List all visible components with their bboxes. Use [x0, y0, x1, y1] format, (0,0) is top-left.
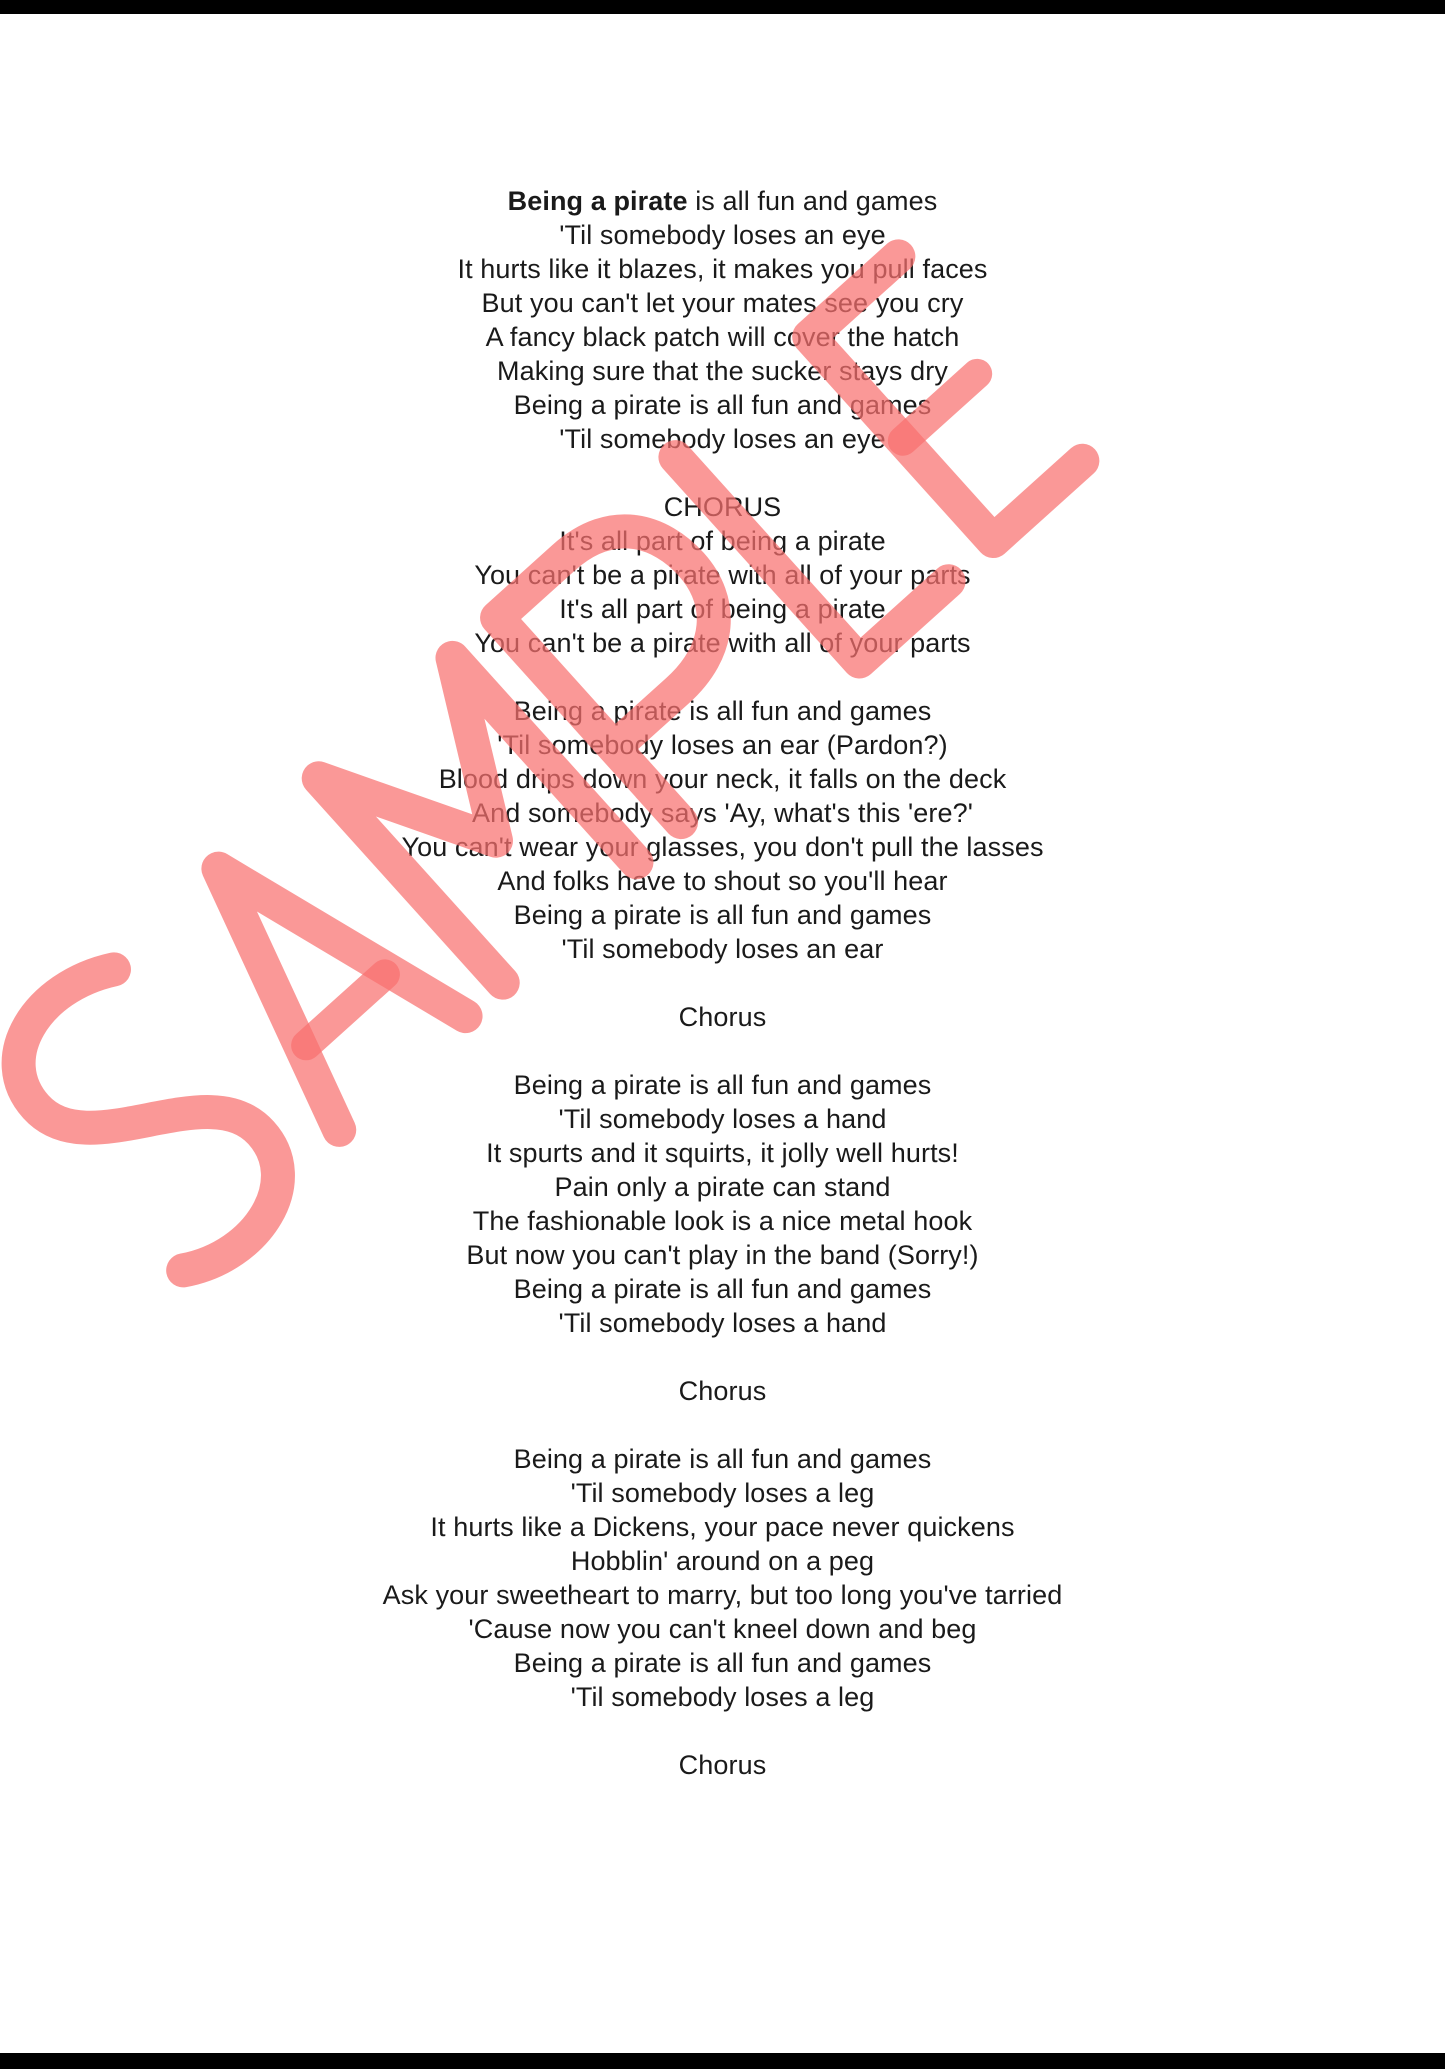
lyric-bold-prefix: Being a pirate: [507, 186, 688, 216]
lyric-line: It's all part of being a pirate: [559, 594, 886, 624]
lyric-line: [0, 184, 1445, 218]
viewer-bottom-bar: [0, 2053, 1445, 2069]
lyric-line: And folks have to shout so you'll hear: [497, 866, 948, 896]
chorus-reference: Chorus: [678, 1750, 767, 1780]
lyric-line: A fancy black patch will cover the hatch: [485, 322, 960, 352]
lyric-line: And somebody says 'Ay, what's this 'ere?': [472, 798, 973, 828]
lyric-line: Hobblin' around on a peg: [570, 1546, 875, 1576]
lyric-line: 'Til somebody loses a leg: [570, 1682, 875, 1712]
lyric-line: 'Til somebody loses a hand: [558, 1104, 887, 1134]
lyric-line-rest: is all fun and games: [687, 186, 938, 216]
lyric-line: Being a pirate is all fun and games: [513, 696, 932, 726]
lyric-line: 'Til somebody loses an eye: [559, 424, 886, 454]
lyric-line: It spurts and it squirts, it jolly well hurts!: [486, 1138, 959, 1168]
lyric-line: You can't be a pirate with all of your parts: [474, 560, 971, 590]
lyric-line: Being a pirate is all fun and games: [513, 900, 932, 930]
lyric-line: 'Til somebody loses an eye: [559, 220, 886, 250]
stanza-verse-4: [0, 1442, 1445, 1714]
lyrics-content: [0, 14, 1445, 1816]
stanza-verse-3: [0, 1068, 1445, 1340]
lyric-line: 'Cause now you can't kneel down and beg: [468, 1614, 977, 1644]
stanza-chorus-ref-3: [0, 1748, 1445, 1782]
stanza-verse-1: [0, 184, 1445, 456]
lyric-line: 'Til somebody loses a leg: [570, 1478, 875, 1508]
lyric-line: You can't wear your glasses, you don't pull the lasses: [401, 832, 1044, 862]
lyric-line: 'Til somebody loses a hand: [558, 1308, 887, 1338]
chorus-reference: Chorus: [678, 1376, 767, 1406]
lyric-line: But now you can't play in the band (Sorry!): [466, 1240, 979, 1270]
stanza-verse-2: [0, 694, 1445, 966]
lyric-line: Being a pirate is all fun and games: [513, 1274, 932, 1304]
chorus-heading: CHORUS: [663, 492, 782, 522]
lyric-line: The fashionable look is a nice metal hook: [472, 1206, 973, 1236]
viewer-top-bar: [0, 0, 1445, 14]
lyric-line: Being a pirate is all fun and games: [513, 1444, 932, 1474]
lyric-line: Being a pirate is all fun and games: [513, 1070, 932, 1100]
lyric-line: Pain only a pirate can stand: [554, 1172, 891, 1202]
lyric-line: It hurts like it blazes, it makes you pull faces: [457, 254, 988, 284]
lyric-line: 'Til somebody loses an ear: [561, 934, 884, 964]
document-page: [0, 14, 1445, 2053]
lyric-line: Making sure that the sucker stays dry: [497, 356, 948, 386]
stanza-chorus-ref-1: [0, 1000, 1445, 1034]
lyric-line: Being a pirate is all fun and games: [513, 390, 932, 420]
stanza-chorus-1: [0, 490, 1445, 660]
chorus-reference: Chorus: [678, 1002, 767, 1032]
lyric-line: But you can't let your mates see you cry: [481, 288, 964, 318]
lyric-line: It hurts like a Dickens, your pace never quickens: [430, 1512, 1015, 1542]
lyric-line: You can't be a pirate with all of your parts: [474, 628, 971, 658]
lyric-line: 'Til somebody loses an ear (Pardon?): [497, 730, 948, 760]
lyric-line: Ask your sweetheart to marry, but too long you've tarried: [382, 1580, 1063, 1610]
lyric-line: It's all part of being a pirate: [559, 526, 886, 556]
lyric-line: Being a pirate is all fun and games: [513, 1648, 932, 1678]
stanza-chorus-ref-2: [0, 1374, 1445, 1408]
lyric-line: Blood drips down your neck, it falls on the deck: [438, 764, 1007, 794]
